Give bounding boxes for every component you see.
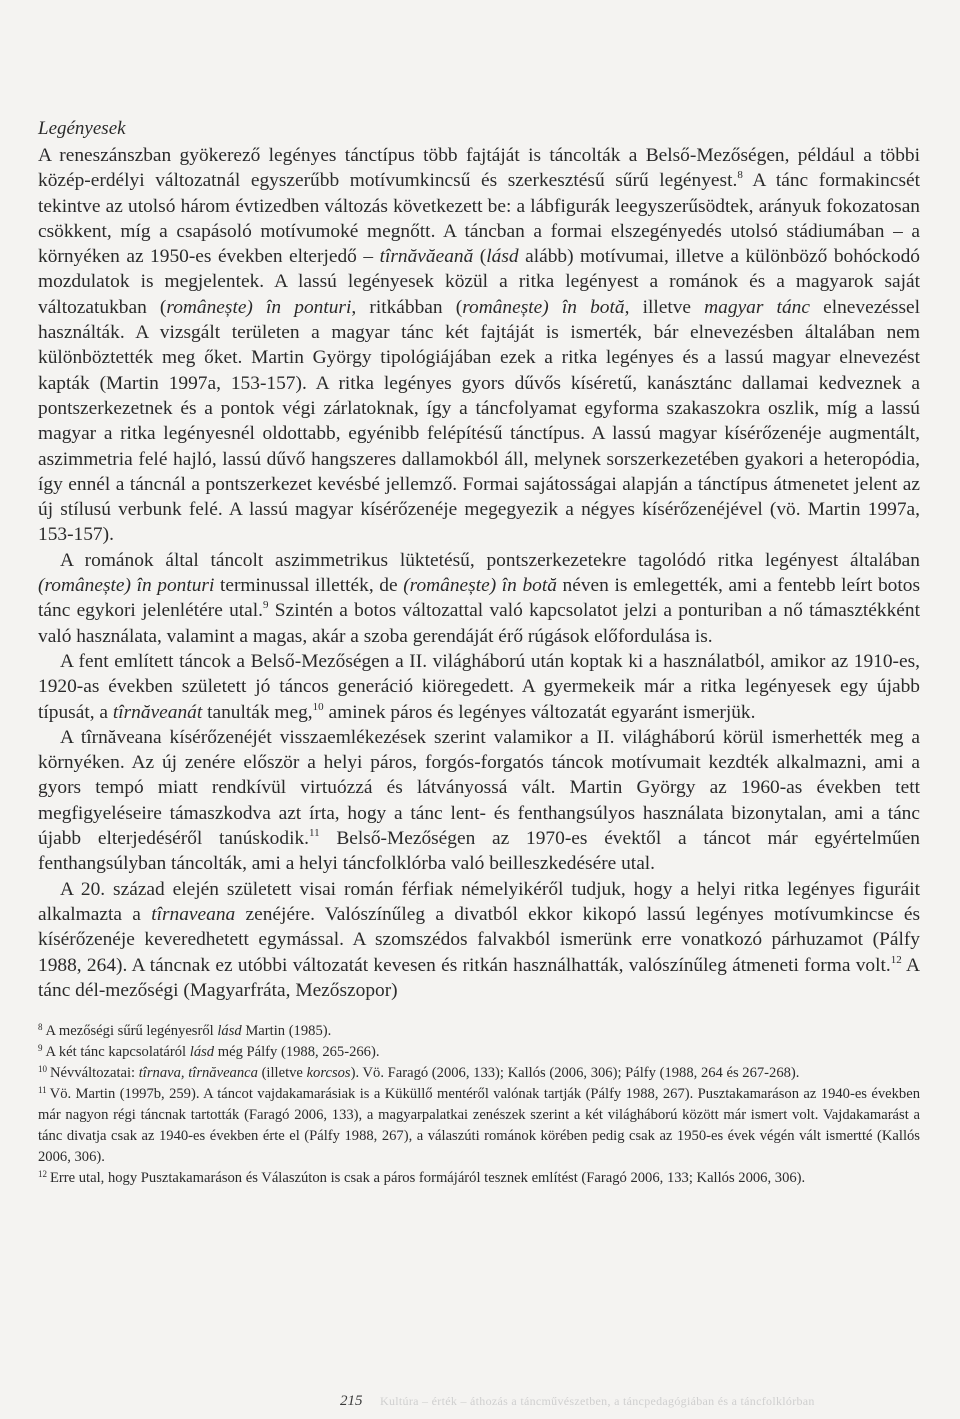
running-footer: Kultúra – érték – áthozás a táncművészetben, a táncpedagógiában és a táncfolklórban	[380, 1394, 815, 1408]
text-run: terminussal illették, de	[214, 575, 404, 597]
footnote-ref: 11	[309, 827, 320, 840]
text-run: ). Vö. Faragó (2006, 133); Kallós (2006, 306); Pálfy (1988, 264 és 267-268).	[350, 1065, 800, 1082]
page-body	[38, 118, 920, 1189]
footnote-ref: 8	[737, 169, 743, 182]
text-run: Erre utal, hogy Pusztakamaráson és Válaszúton is csak a páros formájáról tesznek említést (Faragó 2006, 133; Kallós 2006, 306).	[50, 1170, 806, 1187]
italic-term: tîrnăveanát	[112, 701, 203, 723]
paragraph	[38, 877, 920, 1003]
text-run: Vö. Martin (1997b, 259). A táncot vajdakamarásiak is a Küküllő mentéről valónak tartják (Pálfy 1988, 267). Pusztakamaráson az 1940-es években már nagyon régi táncnak tartották (Faragó 2006, 133), a magyarpalatkai zenészek szerint a két világháború között már ismert volt. Vajdakamarást a tánc divatja csak az 1940-es években érte el (Pálfy 1988, 267), a válaszúti románok körében pedig csak az 1950-es évek végén vált ismertté (Kallós 2006, 306).	[38, 1086, 920, 1166]
text-run: A mezőségi sűrű legényesről	[45, 1023, 218, 1040]
footnote	[38, 1063, 920, 1084]
footnotes	[38, 1021, 920, 1189]
text-run: elnevezéssel használták. A vizsgált területen a magyar tánc két fajtáját is ismerték, bár elnevezésben általában nem különböztették meg őket. Martin György tipológiájában ezek a ritka legényes és a lassú magyar elnevezést kapták (Martin 1997a, 153-157). A ritka legényes gyors dűvős kíséretű, kanásztánc dallamai kedveznek a pontszerkezetnek és a pontok végi zárlatoknak, így a táncfolyamat egyforma szakaszokra oszlik, míg a lassú magyar a ritka legényesnél oldottabb, egyénibb felépítésű tánctípus. A lassú magyar kísérőzenéje augmentált, aszimmetria felé hajló, lassú dűvő hangszeres dallamokból áll, melynek sorszerkezetében gyakori a heteropódia, így ennél a táncnál a pontszerkezet kevésbé jellemző. Formai sajátosságai alapján a tánctípus átmenetet jelent az új stílusú verbunk felé. A lassú magyar kísérőzenéje megegyezik a négyes kísérőzenéjével (vö. Martin 1997a, 153-157).	[38, 296, 920, 546]
italic-term: lásd	[486, 246, 519, 268]
text-run: alább) motívumai, illetve a különböző bohóckodó mozdulatok is megjelentek. A lassú legényesek közül a ritka legényest a románok és a magyarok saját változatukban (	[38, 246, 920, 318]
italic-term: românește) în ponturi	[166, 296, 352, 318]
italic-term: lásd	[217, 1023, 242, 1040]
paragraph	[38, 725, 920, 877]
text-run: még Pálfy (1988, 265-266).	[214, 1044, 380, 1061]
paragraph	[38, 143, 920, 548]
page-footer	[340, 1392, 920, 1411]
footnote-ref: 9	[38, 1043, 43, 1054]
text-run: A 20. század elején született visai román férfiak némelyikéről tudjuk, hogy a helyi ritka legényes figuráit alkalmazta a	[38, 878, 920, 925]
italic-term: (românește) în ponturi	[38, 575, 215, 597]
footnote-ref: 10	[38, 1064, 47, 1075]
italic-term: tîrnava, tîrnăveanca	[138, 1065, 258, 1082]
text-run: zenéjére. Valószínűleg a divatból ekkor kikopó lassú legényes motívumkincse és kísérőzenéje keveredhetett egymással. A szomszédos falvakból ismerünk erre vonatkozó párhuzamot (Pálfy 1988, 264). A táncnak ez utóbbi változatát kevesen és ritkán használhatták, valószínűleg átmeneti forma volt.	[38, 903, 921, 976]
italic-term: magyar tánc	[704, 296, 810, 318]
paragraph	[38, 649, 920, 725]
footnote	[38, 1021, 920, 1042]
italic-term: lásd	[189, 1044, 215, 1061]
section-heading: Legényesek	[38, 118, 126, 139]
text-run: Szintén a botos változattal való kapcsolatot jelzi a ponturiban a nő támasztékként való használata, valamint a magas, akár a szoba gerendáját érő rúgások előfordulása is.	[38, 600, 920, 647]
footnote	[38, 1168, 920, 1189]
text-run: aminek páros és legényes változatát egyaránt ismerjük.	[323, 701, 756, 723]
footnote-ref: 12	[38, 1169, 47, 1180]
page-number: 215	[340, 1393, 363, 1409]
text-run: A két tánc kapcsolatáról	[45, 1044, 190, 1061]
footnote-ref: 11	[38, 1085, 47, 1096]
text-run: néven is emlegették, ami a fentebb leírt botos tánc egykori jelenlétére utal.	[38, 575, 920, 622]
text-run: A reneszánszban gyökerező legényes tánctípus több fajtáját is táncolták a Belső-Mezőségen, például a többi közép-erdélyi változatnál egyszerűbb motívumkincsű és szerkesztésű sűrű legényest.	[38, 145, 920, 192]
text-run: (illetve	[257, 1065, 307, 1082]
text-run: (	[473, 246, 487, 268]
text-run: Martin (1985).	[241, 1023, 332, 1040]
footnote	[38, 1042, 920, 1063]
text-run: A tánc dél-mezőségi (Magyarfráta, Mezőszopor)	[38, 954, 920, 1001]
paragraph	[38, 548, 920, 649]
footnote	[38, 1084, 920, 1168]
text-run: A tánc formakincsét tekintve az utolsó három évtizedben változás következett be: a lábfigurák leegyszerűsödtek, arányuk fokozatosan csökkent, míg a csapásoló motívumoké megnőtt. A táncban a formai elszegényedés utolsó stádiumában – a környéken az 1950-es években elterjedő –	[38, 170, 920, 268]
text-run: A tîrnăveana kísérőzenéjét visszaemlékezések szerint valamikor a II. világháború körül ismerhették meg a környéken. Az új zenére először a helyi páros, forgós-forgatós táncok motívumait kezdték alkalmazni, ami a gyors tempó miatt rendkívül virtuózzá és látványossá vált. Martin György az 1960-as években tett megfigyeléseire támaszkodva azt írta, hogy a tánc lent- és fenthangsúlyos használata bizonytalan, ami a tánc újabb elterjedéséről tanúskodik.	[38, 726, 920, 850]
italic-term: tîrnaveana	[151, 903, 236, 925]
text-run: Névváltozatai:	[50, 1065, 139, 1082]
footnote-ref: 9	[263, 599, 269, 612]
main-text	[38, 143, 920, 1003]
italic-term: tîrnăvăeană	[379, 246, 474, 268]
italic-term: korcsos	[306, 1065, 351, 1082]
italic-term: (românește) în botă	[403, 575, 557, 597]
text-run: A románok által táncolt aszimmetrikus lüktetésű, pontszerkezetekre tagolódó ritka legényest általában	[60, 549, 920, 571]
italic-term: românește) în botă	[462, 296, 625, 318]
text-run: Belső-Mezőségen az 1970-es évektől a táncot már egyértelműen fenthangsúlyban táncolták, ami a helyi táncfolklórba való beilleszkedésére utal.	[38, 828, 920, 875]
text-run: tanulták meg,	[202, 701, 313, 723]
text-run: A fent említett táncok a Belső-Mezőségen a II. világháború után koptak ki a használatból, amikor az 1910-es, 1920-as években született jó táncos generáció kiöregedett. A gyermekeik már a ritka legényesek egy újabb típusát, a	[38, 650, 920, 723]
footnote-ref: 8	[38, 1022, 43, 1033]
footnote-ref: 12	[890, 953, 902, 966]
footnote-ref: 10	[312, 700, 324, 713]
text-run: , illetve	[624, 296, 705, 318]
text-run: , ritkábban (	[351, 296, 463, 318]
